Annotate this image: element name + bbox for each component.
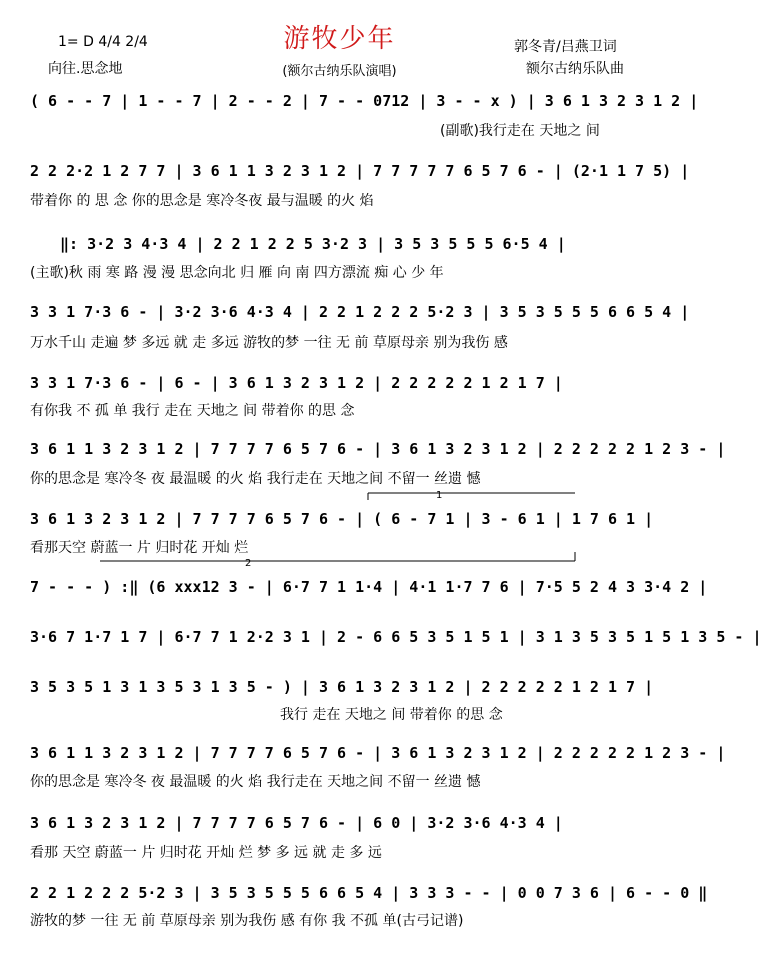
score-line-11-notes: 3 6 1 1 3 2 3 1 2 | 7 7 7 7 6 5 7 6 - | 3 6 1 3 2 3 1 2 | 2 2 2 2 2 1 2 3 - | [30,744,726,762]
lyricist-credit: 郭冬青/吕燕卫词 [514,39,617,55]
score-line-3-lyrics: (主歌)秋 雨 寒 路 漫 漫 思念向北 归 雁 向 南 四方漂流 痴 心 少 年 [30,265,444,281]
svg-text:1: 1 [436,490,443,501]
score-line-10-lyrics: 我行 走在 天地之 间 带着你 的思 念 [280,707,503,723]
style-marking: 向往.思念地 [48,61,123,77]
score-line-12-lyrics: 看那 天空 蔚蓝一 片 归时花 开灿 烂 梦 多 远 就 走 多 远 [30,845,382,861]
composer-credit: 额尔古纳乐队曲 [526,61,624,77]
key-signature: 1= D 4/4 2/4 [58,34,148,50]
score-line-2-lyrics: 带着你 的 思 念 你的思念是 寒冷冬夜 最与温暖 的火 焰 [30,193,374,209]
score-line-4-notes: 3 3 1 7·3 6 - | 3·2 3·6 4·3 4 | 2 2 1 2 2 2 5·2 3 | 3 5 3 5 5 5 6 6 5 4 | [30,303,690,321]
score-line-7-notes: 3 6 1 3 2 3 1 2 | 7 7 7 7 6 5 7 6 - | ( 6 - 7 1 | 3 - 6 1 | 1 7 6 1 | [30,510,654,528]
score-line-12-notes: 3 6 1 3 2 3 1 2 | 7 7 7 7 6 5 7 6 - | 6 0 | 3·2 3·6 4·3 4 | [30,814,563,832]
score-line-7-lyrics: 看那天空 蔚蓝一 片 归时花 开灿 烂 [30,540,249,556]
score-line-13-notes: 2 2 1 2 2 2 5·2 3 | 3 5 3 5 5 5 6 6 5 4 | 3 3 3 - - | 0 0 7 3 6 | 6 - - 0 ‖ [30,884,708,902]
score-line-1-lyrics: (副歌)我行走在 天地之 间 [440,123,600,139]
score-line-10-notes: 3 5 3 5 1 3 1 3 5 3 1 3 5 - ) | 3 6 1 3 2 3 1 2 | 2 2 2 2 2 1 2 1 7 | [30,678,654,696]
score-line-2-notes: 2 2 2·2 1 2 7 7 | 3 6 1 1 3 2 3 1 2 | 7 7 7 7 7 6 5 7 6 - | (2·1 1 7 5) | [30,162,690,180]
svg-text:2: 2 [245,558,252,569]
score-line-6-notes: 3 6 1 1 3 2 3 1 2 | 7 7 7 7 6 5 7 6 - | 3 6 1 3 2 3 1 2 | 2 2 2 2 2 1 2 3 - | [30,440,726,458]
score-line-4-lyrics: 万水千山 走遍 梦 多远 就 走 多远 游牧的梦 一往 无 前 草原母亲 别为我伤 感 [30,335,508,351]
score-line-3-notes: ‖: 3·2 3 4·3 4 | 2 2 1 2 2 5 3·2 3 | 3 5 3 5 5 5 6·5 4 | [60,235,566,253]
score-line-9-notes: 3·6 7 1·7 1 7 | 6·7 7 1 2·2 3 1 | 2 - 6 6 5 3 5 1 5 1 | 3 1 3 5 3 5 1 5 1 3 5 - | [30,628,762,646]
score-line-13-lyrics: 游牧的梦 一往 无 前 草原母亲 别为我伤 感 有你 我 不孤 单(古弓记谱) [30,913,464,929]
page-title: 游牧少年 [283,24,396,54]
score-line-5-lyrics: 有你我 不 孤 单 我行 走在 天地之 间 带着你 的思 念 [30,403,355,419]
score-line-6-lyrics: 你的思念是 寒冷冬 夜 最温暖 的火 焰 我行走在 天地之间 不留一 丝遗 憾 [30,471,481,487]
score-line-11-lyrics: 你的思念是 寒冷冬 夜 最温暖 的火 焰 我行走在 天地之间 不留一 丝遗 憾 [30,774,481,790]
performer-subtitle: (额尔古纳乐队演唱) [282,64,397,79]
score-line-1-notes: ( 6 - - 7 | 1 - - 7 | 2 - - 2 | 7 - - 0712 | 3 - - x ) | 3 6 1 3 2 3 1 2 | [30,92,699,110]
score-line-5-notes: 3 3 1 7·3 6 - | 6 - | 3 6 1 3 2 3 1 2 | 2 2 2 2 2 1 2 1 7 | [30,374,563,392]
score-line-8-notes: 7 - - - ) :‖ (6 xxx12 3 - | 6·7 7 1 1·4 | 4·1 1·7 7 6 | 7·5 5 2 4 3 3·4 2 | [30,578,708,596]
